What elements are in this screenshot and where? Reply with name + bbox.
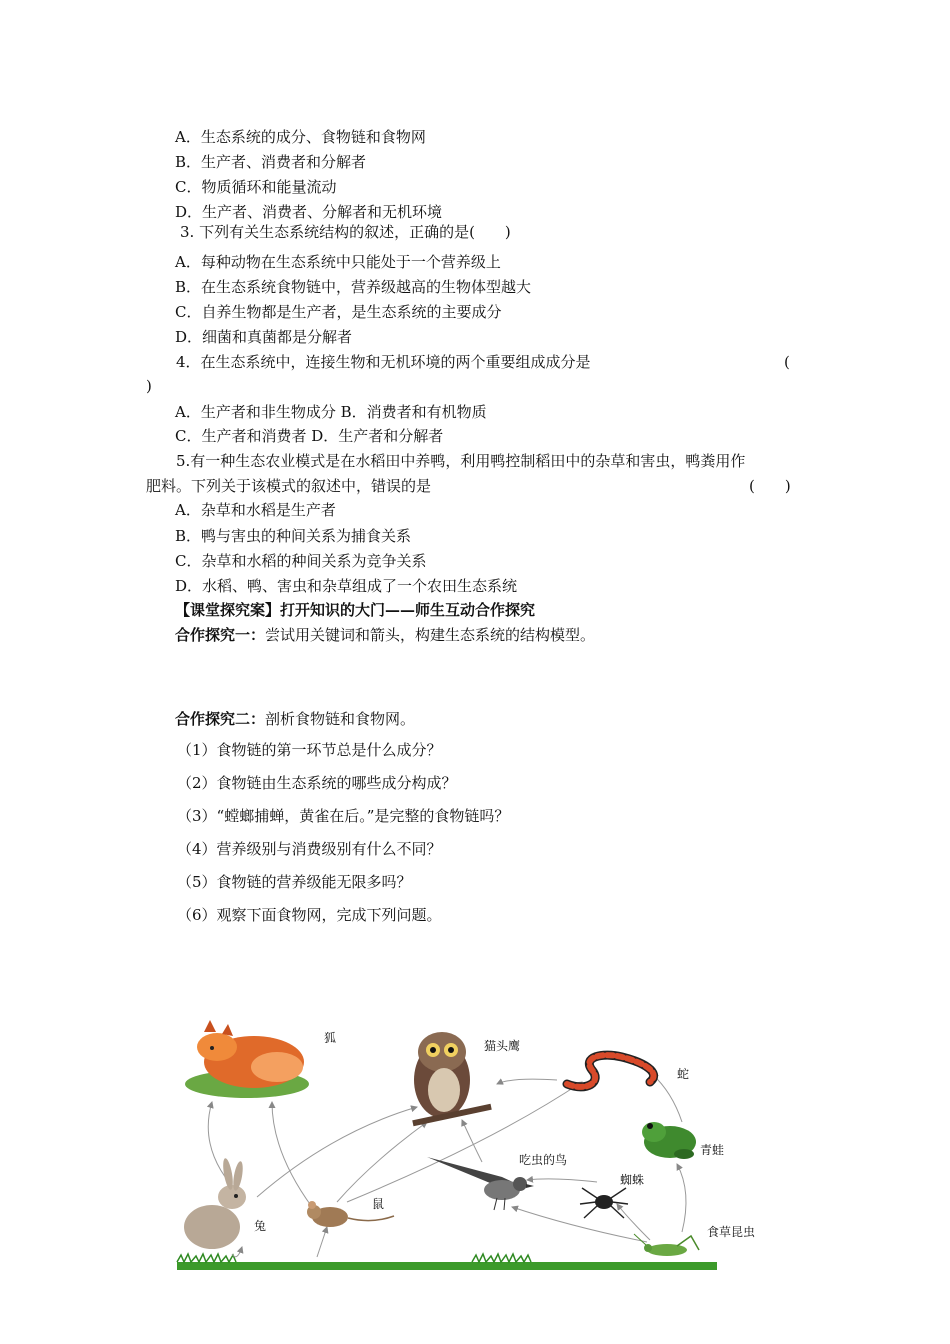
question-1: （1）食物链的第一环节总是什么成分？: [177, 741, 442, 759]
q5-option-c: C．杂草和水稻的种间关系为竞争关系: [175, 552, 427, 570]
q2-option-c: C．物质循环和能量流动: [175, 178, 337, 196]
arrow-grass-rabbit: [232, 1247, 242, 1257]
owl-illustration: [412, 1032, 491, 1126]
question-5: （5）食物链的营养级能无限多吗？: [177, 873, 412, 891]
label-spider: 蜘蛛: [620, 1173, 645, 1187]
snake-illustration: [567, 1055, 654, 1087]
q3-stem: 3. 下列有关生态系统结构的叙述，正确的是( ): [180, 223, 511, 241]
question-2: （2）食物链由生态系统的哪些成分构成？: [177, 774, 457, 792]
arrow-bird-owl: [462, 1120, 482, 1162]
question-4: （4）营养级别与消费级别有什么不同？: [177, 840, 442, 858]
fox-illustration: [185, 1020, 309, 1098]
q3-option-c: C．自养生物都是生产者，是生态系统的主要成分: [175, 303, 502, 321]
coop1-line: [175, 625, 595, 645]
label-frog: 青蛙: [700, 1143, 725, 1157]
label-insect: 食草昆虫: [707, 1225, 756, 1239]
rabbit-illustration: [184, 1158, 246, 1249]
food-web-diagram: [172, 1012, 772, 1277]
label-snake: 蛇: [677, 1067, 690, 1081]
q5-option-d: D．水稻、鸭、害虫和杂草组成了一个农田生态系统: [175, 577, 518, 595]
question-3: （3）“螳螂捕蝉，黄雀在后。”是完整的食物链吗？: [177, 807, 510, 825]
coop1-text: 尝试用关键词和箭头，构建生态系统的结构模型。: [265, 626, 596, 644]
q4-bracket-open: (: [784, 353, 790, 371]
insect-illustration: [634, 1234, 699, 1256]
arrow-mouse-fox: [272, 1102, 312, 1207]
bird-illustration: [427, 1157, 534, 1210]
q5-option-b: B．鸭与害虫的种间关系为捕食关系: [175, 527, 412, 545]
q4-option-ab: A．生产者和非生物成分 B．消费者和有机物质: [175, 403, 487, 421]
arrow-insect-bird: [512, 1207, 647, 1242]
label-fox: 狐: [324, 1031, 337, 1045]
q3-option-b: B．在生态系统食物链中，营养级越高的生物体型越大: [175, 278, 532, 296]
label-rabbit: 兔: [254, 1219, 267, 1233]
q5-stem-line1: 5.有一种生态农业模式是在水稻田中养鸭，利用鸭控制稻田中的杂草和害虫，鸭粪用作: [176, 452, 746, 470]
arrow-insect-spider: [617, 1204, 650, 1240]
q3-option-a: A．每种动物在生态系统中只能处于一个营养级上: [175, 253, 501, 271]
coop1-label: 合作探究一：: [175, 626, 266, 644]
q2-option-a: A．生态系统的成分、食物链和食物网: [175, 128, 426, 146]
section-title: 【课堂探究案】打开知识的大门——师生互动合作探究: [175, 601, 536, 619]
arrow-spider-bird: [527, 1179, 597, 1182]
q4-option-cd: C．生产者和消费者 D．生产者和分解者: [175, 427, 444, 445]
q5-bracket: ( ): [749, 477, 791, 495]
frog-illustration: [642, 1122, 696, 1159]
coop2-label: 合作探究二：: [175, 710, 266, 728]
q2-option-b: B．生产者、消费者和分解者: [175, 153, 367, 171]
label-bird: 吃虫的鸟: [519, 1153, 568, 1167]
label-mouse: 鼠: [372, 1197, 385, 1211]
grass-strip: [177, 1254, 717, 1270]
question-6: （6）观察下面食物网，完成下列问题。: [177, 906, 442, 924]
q5-stem-line2: 肥料。下列关于该模式的叙述中，错误的是: [146, 477, 432, 495]
coop2-line: [175, 709, 415, 729]
q4-bracket-close: ): [146, 377, 152, 395]
arrow-grass-mouse: [317, 1227, 327, 1257]
coop2-text: 剖析食物链和食物网。: [265, 710, 416, 728]
arrow-insect-frog: [677, 1164, 686, 1232]
q5-option-a: A．杂草和水稻是生产者: [175, 501, 336, 519]
q4-stem: 4．在生态系统中，连接生物和无机环境的两个重要组成成分是: [176, 353, 591, 371]
q3-option-d: D．细菌和真菌都是分解者: [175, 328, 353, 346]
spider-illustration: [580, 1188, 628, 1218]
label-owl: 猫头鹰: [484, 1039, 521, 1053]
q2-option-d: D．生产者、消费者、分解者和无机环境: [175, 203, 443, 221]
arrow-snake-owl: [497, 1079, 557, 1084]
